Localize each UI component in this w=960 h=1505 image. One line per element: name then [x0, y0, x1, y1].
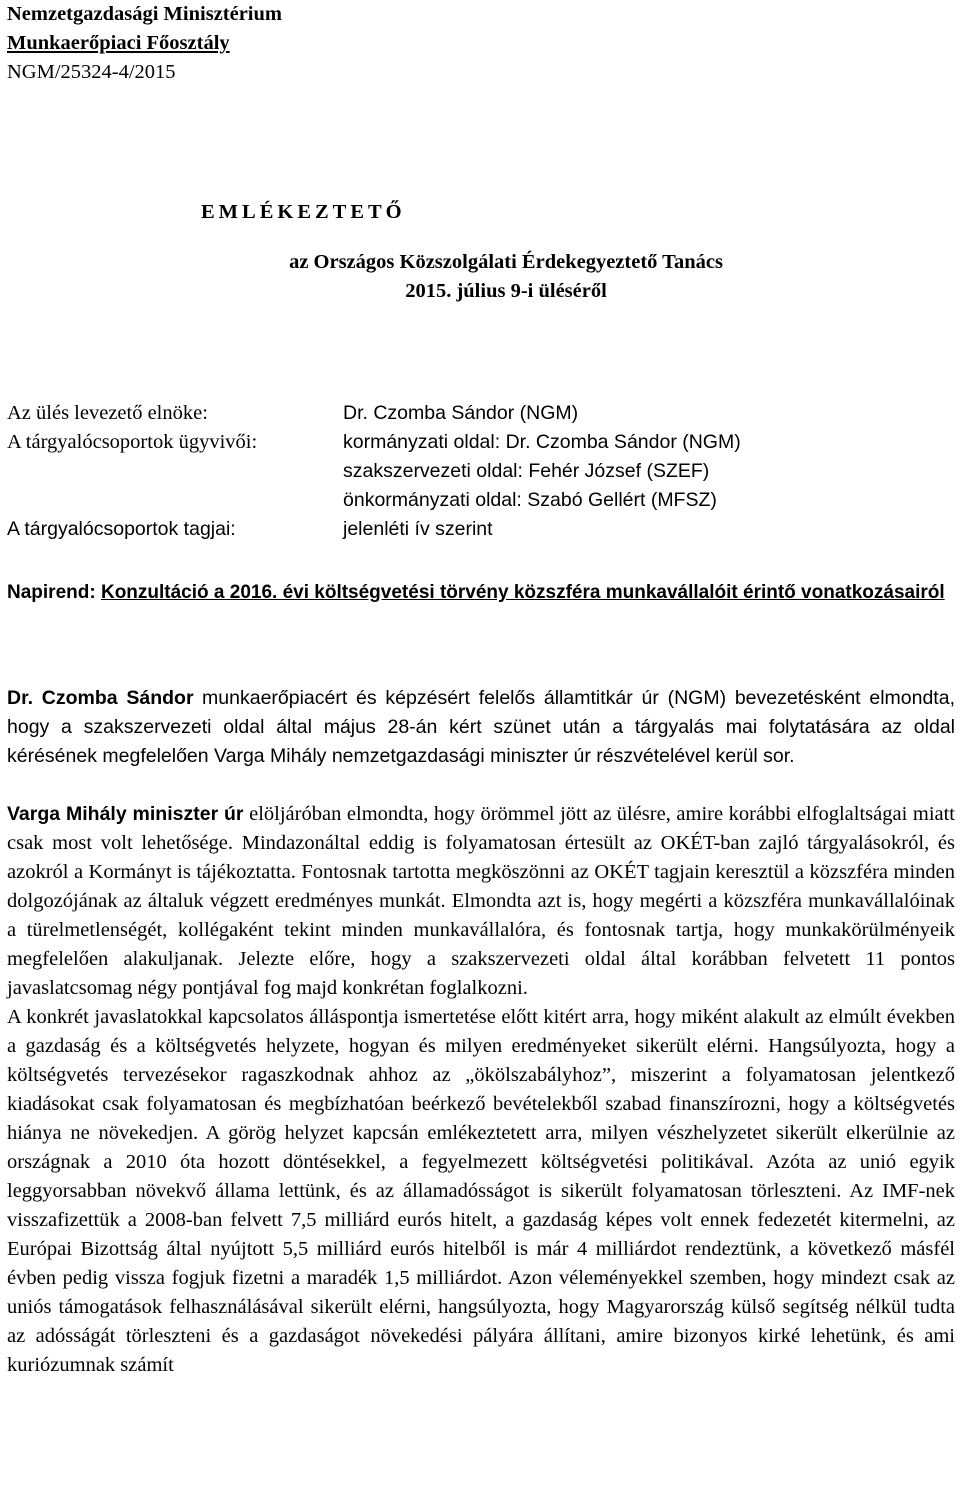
info-label: Az ülés levezető elnöke: [7, 402, 208, 424]
reference-number: NGM/25324-4/2015 [7, 61, 176, 83]
info-value: jelenléti ív szerint [343, 518, 493, 540]
document-title: EMLÉKEZTETŐ [201, 201, 406, 223]
info-label: A tárgyalócsoportok ügyvivői: [7, 431, 258, 453]
agenda [7, 578, 955, 607]
speaker-name: Varga Mihály miniszter úr [7, 803, 244, 825]
document-page [7, 0, 956, 1376]
document-subtitle-date: 2015. július 9-i üléséről [405, 280, 607, 302]
info-value: kormányzati oldal: Dr. Czomba Sándor (NGM) [343, 431, 741, 453]
paragraph-2 [7, 800, 955, 1003]
agenda-text: Konzultáció a 2016. évi költségvetési törvény közszféra munkavállalóit érintő vonatkozásairól [100, 582, 945, 603]
header-block [7, 0, 955, 87]
info-label [7, 457, 343, 486]
info-row-municipal-side [7, 486, 955, 515]
info-row-union-side [7, 457, 955, 486]
info-row-managers [7, 428, 955, 457]
minutes-body [7, 684, 955, 1380]
speaker-name: Dr. Czomba Sándor [7, 687, 194, 709]
document-subtitle-council: az Országos Közszolgálati Érdekegyeztető Tanács [289, 251, 723, 273]
ministry-name: Nemzetgazdasági Minisztérium [7, 3, 282, 25]
department-name: Munkaerőpiaci Főosztály [7, 32, 230, 54]
paragraph-text: elöljáróban elmondta, hogy örömmel jött az ülésre, amire korábbi elfoglaltságai miatt csak most volt lehetősége. Mindazonáltal eddig is folyamatosan értesült az OKÉT-ban zajló tárgyalásokról, és azokról a Kormányt is tájékoztatta. Fontosnak tartotta megköszönni az OKÉT tagjain keresztül a közszféra minden dolgozójának az általuk végzett eredményes munkát. Elmondta azt is, hogy megérti a közszféra munkavállalóinak a türelmetlenségét, kollégaként tekint minden munkavállalóra, és fontosnak tartja, hogy munkakörülményeik megfelelően alakuljanak. Jelezte előre, hogy a szakszervezeti oldal által korábban felvetett 11 pontos javaslatcsomag négy pontjával fog majd konkrétan foglalkozni. [7, 803, 956, 999]
paragraph-1 [7, 684, 955, 771]
info-row-members [7, 515, 955, 544]
agenda-prefix: Napirend: [7, 582, 96, 603]
info-label: A tárgyalócsoportok tagjai: [7, 518, 236, 540]
paragraph-3: A konkrét javaslatokkal kapcsolatos álláspontja ismertetése előtt kitért arra, hogy miként alakult az elmúlt években a gazdaság és a költségvetés helyzete, hogyan és milyen eredményeket sikerült elérni. Hangsúlyozta, hogy a költségvetés tervezésekor ragaszkodnak ahhoz az „ökölszabályhoz”, miszerint a folyamatosan jelentkező kiadásokat csak folyamatosan és megbízhatóan beérkező bevételekből szabad finanszírozni, hogy a költségvetés hiánya ne növekedjen. A görög helyzet kapcsán emlékeztetett arra, milyen vészhelyzetet sikerült elkerülnie az országnak a 2010 óta hozott döntésekkel, a fegyelmezett költségvetési politikával. Azóta az unió egyik leggyorsabban növekvő állama lettünk, és az államadósságot is sikerült folyamatosan törleszteni. Az IMF-nek visszafizettük a 2008-ban felvett 7,5 milliárd eurós hitelt, a gazdaság képes volt ennek fedezetét kitermelni, az Európai Bizottság által nyújtott 5,5 milliárd eurós hitelből is már 4 milliárdot rendeztünk, a következő másfél évben pedig vissza fogjuk fizetni a maradék 1,5 milliárdot. Azon véleményekkel szemben, hogy mindezt csak az uniós támogatások felhasználásával sikerült elérni, hangsúlyozta, hogy Magyarország külső segítség nélkül tudta az adósságát törleszteni és a gazdaságot növekedési pályára állítani, amire bizonyos kirké lehetünk, és ami kuriózumnak számít [7, 1006, 955, 1376]
meeting-info [7, 399, 955, 544]
info-value: önkormányzati oldal: Szabó Gellért (MFSZ) [343, 489, 717, 511]
info-value: szakszervezeti oldal: Fehér József (SZEF) [343, 460, 710, 482]
info-label [7, 486, 343, 515]
info-row-chair [7, 399, 955, 428]
paragraph-text: munkaerőpiacért és képzésért felelős államtitkár úr (NGM) bevezetésként elmondta, hogy a szakszervezeti oldal által május 28-án kért szünet után a tárgyalás mai folytatására az oldal kérésének megfelelően Varga Mihály nemzetgazdasági miniszter úr részvételével kerül sor. [7, 687, 955, 767]
info-value: Dr. Czomba Sándor (NGM) [343, 402, 579, 424]
title-block [7, 198, 955, 306]
